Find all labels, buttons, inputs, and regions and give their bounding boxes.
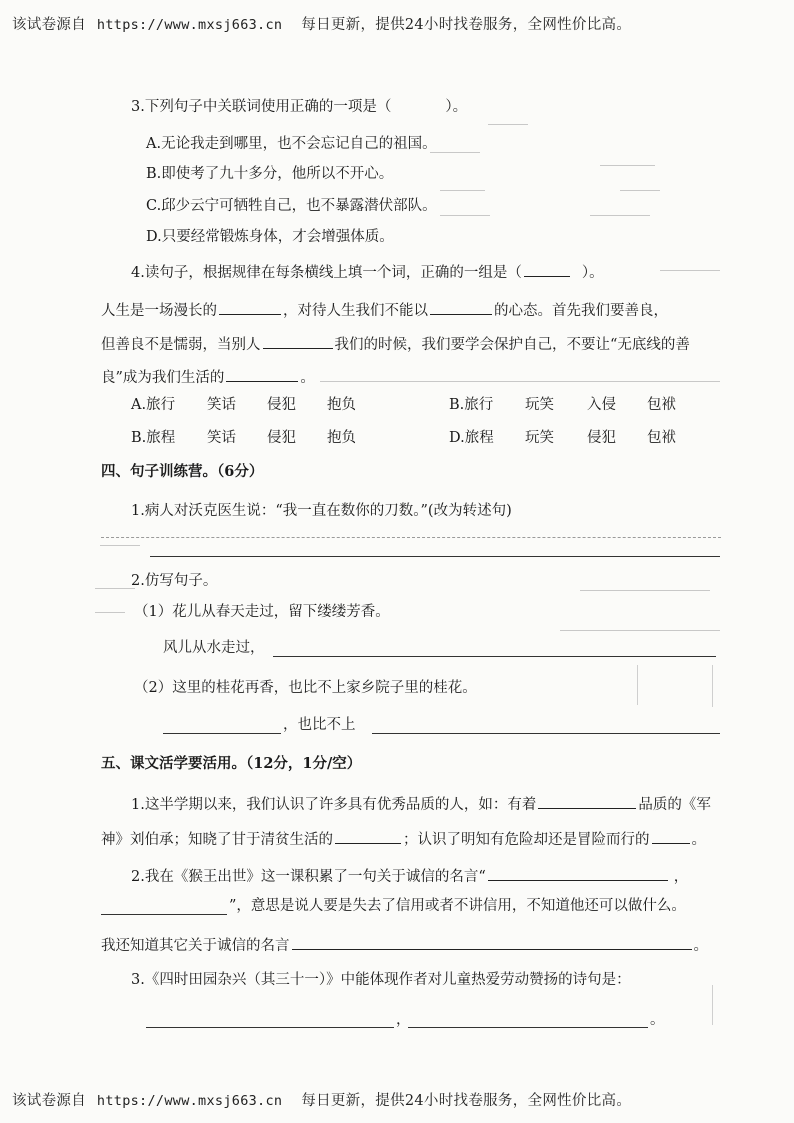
q4-passage-line3 xyxy=(101,367,315,386)
q4-option-word: 玩笑 xyxy=(525,430,554,446)
scan-mark xyxy=(600,165,655,166)
page-header xyxy=(12,18,631,33)
s4-q2-1-answer-line[interactable] xyxy=(273,656,716,657)
s5-q1-text: 1.这半学期以来，我们认识了许多具有优秀品质的人，如：有着 xyxy=(131,797,537,813)
scan-mark xyxy=(95,612,125,613)
q4-passage-line2 xyxy=(101,334,690,353)
q4-stem xyxy=(131,266,604,281)
scan-mark xyxy=(620,190,660,191)
q4-option-word: A.旅行 xyxy=(131,397,176,413)
q4-option-word: 侵犯 xyxy=(267,430,296,446)
q3-option-d: D.只要经常锻炼身体，才会增强体质。 xyxy=(146,229,394,245)
q4-option-word: 抱负 xyxy=(327,430,356,446)
q4-blank-2[interactable] xyxy=(430,300,492,315)
s4-q1-guide-line xyxy=(101,537,721,538)
s5-q3-answer-line-1[interactable] xyxy=(146,1027,394,1028)
s4-q1: 1.病人对沃克医生说：“我一直在数你的刀数。”(改为转述句) xyxy=(131,503,512,519)
s5-q1-blank-3[interactable] xyxy=(652,829,690,844)
s5-q1-text: 品质的《军 xyxy=(638,797,711,813)
s5-q1-line1 xyxy=(131,794,711,813)
s4-q2-2-answer-line-b[interactable] xyxy=(372,733,720,734)
scan-mark xyxy=(712,665,713,707)
q4-option-word: 玩笑 xyxy=(525,397,554,413)
s5-q2-text: 2.我在《猴王出世》这一课积累了一句关于诚信的名言“ xyxy=(131,869,486,885)
scan-mark xyxy=(488,124,528,125)
s4-q2-2-fill: ，也比不上 xyxy=(283,717,356,733)
s5-q1-text: 神》刘伯承；知晓了甘于清贫生活的 xyxy=(101,832,333,848)
header-url[interactable]: https://www.mxsj663.cn xyxy=(96,17,283,33)
s5-q1-blank-1[interactable] xyxy=(538,794,636,809)
q4-blank-4[interactable] xyxy=(226,367,298,382)
q4-passage-text: ，对待人生我们不能以 xyxy=(283,303,428,319)
scan-mark xyxy=(560,630,720,631)
q4-option-word: 抱负 xyxy=(327,397,356,413)
q4-option-word: B.旅程 xyxy=(131,430,176,446)
q4-option-word: 侵犯 xyxy=(587,430,616,446)
q4-passage-text: 人生是一场漫长的 xyxy=(101,303,217,319)
scan-mark xyxy=(440,215,490,216)
scan-mark xyxy=(100,545,140,546)
s5-q2-blank-2[interactable] xyxy=(101,914,227,915)
q4-option-word: 侵犯 xyxy=(267,397,296,413)
s5-q2-line1 xyxy=(131,866,688,885)
header-source-label: 该试卷源自 xyxy=(12,17,86,33)
q4-blank-1[interactable] xyxy=(219,300,281,315)
q3-option-c: C.邱少云宁可牺牲自己，也不暴露潜伏部队。 xyxy=(146,198,437,214)
scan-mark xyxy=(580,590,710,591)
scan-mark xyxy=(712,985,713,1025)
q4-stem-text: 4.读句子，根据规律在每条横线上填一个词，正确的一组是（ xyxy=(131,265,522,281)
q4-option-word: B.旅行 xyxy=(449,397,494,413)
s5-q2-line2: ”，意思是说人要是失去了信用或者不讲信用，不知道他还可以做什么。 xyxy=(229,898,686,914)
s5-q2-text: 我还知道其它关于诚信的名言 xyxy=(101,938,290,954)
s5-q3-separator: ， xyxy=(396,1012,411,1028)
q4-option-word: 入侵 xyxy=(587,397,616,413)
s4-q2-1: （1）花儿从春天走过，留下缕缕芳香。 xyxy=(134,604,390,620)
q4-option-word: 笑话 xyxy=(207,430,236,446)
q4-passage-line1 xyxy=(101,300,668,319)
q4-passage-text: 良”成为我们生活的 xyxy=(101,370,225,386)
s5-q2-blank-3[interactable] xyxy=(292,935,692,950)
q3-stem xyxy=(131,100,467,115)
s5-q1-text: 。 xyxy=(691,832,706,848)
footer-slogan: 每日更新，提供24小时找卷服务，全网性价比高。 xyxy=(301,1093,632,1109)
footer-url[interactable]: https://www.mxsj663.cn xyxy=(96,1093,283,1109)
s4-q1-answer-line[interactable] xyxy=(150,556,720,557)
s4-q2-2-answer-line-a[interactable] xyxy=(163,733,281,734)
q4-option-word: 包袱 xyxy=(647,397,676,413)
scan-mark xyxy=(430,152,480,153)
q4-passage-text: 。 xyxy=(300,370,315,386)
s5-q3-answer-line-2[interactable] xyxy=(408,1027,648,1028)
q4-option-word: D.旅程 xyxy=(449,430,494,446)
s5-q1-text: ；认识了明知有危险却还是冒险而行的 xyxy=(403,832,650,848)
q3-option-a: A.无论我走到哪里，也不会忘记自己的祖国。 xyxy=(146,136,437,152)
q4-passage-text: 但善良不是懦弱，当别人 xyxy=(101,337,261,353)
scan-mark xyxy=(590,215,650,216)
q4-passage-text: 的心态。首先我们要善良， xyxy=(494,303,668,319)
q4-answer-blank[interactable] xyxy=(524,268,570,277)
s5-q2-blank-1[interactable] xyxy=(488,866,668,881)
s4-q2-1-fill: 风儿从水走过， xyxy=(163,640,265,656)
scan-mark xyxy=(320,381,720,382)
q4-stem-end: ）。 xyxy=(581,265,604,281)
scan-mark xyxy=(95,588,135,589)
scan-mark xyxy=(637,665,638,705)
s5-q3: 3.《四时田园杂兴（其三十一）》中能体现作者对儿童热爱劳动赞扬的诗句是： xyxy=(131,972,631,988)
s5-q1-line2 xyxy=(101,829,706,848)
scan-mark xyxy=(440,190,485,191)
footer-source-label: 该试卷源自 xyxy=(12,1093,86,1109)
section4-title: 四、句子训练营。（6分） xyxy=(101,463,264,480)
header-slogan: 每日更新，提供24小时找卷服务，全网性价比高。 xyxy=(301,17,632,33)
page-footer xyxy=(12,1094,631,1109)
q4-option-word: 笑话 xyxy=(207,397,236,413)
q4-option-word: 包袱 xyxy=(647,430,676,446)
section5-title: 五、课文活学要活用。（12分，1分/空） xyxy=(101,755,362,772)
q4-passage-text: 我们的时候，我们要学会保护自己，不要让“无底线的善 xyxy=(334,337,690,353)
s5-q2-text: ， xyxy=(673,869,689,885)
q4-blank-3[interactable] xyxy=(263,334,333,349)
q3-option-b: B.即使考了九十多分，他所以不开心。 xyxy=(146,166,394,182)
q3-stem-text: 3.下列句子中关联词使用正确的一项是（ xyxy=(131,99,392,115)
s4-q2-2: （2）这里的桂花再香，也比不上家乡院子里的桂花。 xyxy=(134,680,477,696)
s5-q2-line3 xyxy=(101,935,708,954)
s5-q2-text: 。 xyxy=(693,938,708,954)
s5-q3-end: 。 xyxy=(650,1012,665,1028)
s5-q1-blank-2[interactable] xyxy=(335,829,401,844)
s4-q2: 2.仿写句子。 xyxy=(131,573,218,589)
scan-mark xyxy=(660,270,720,271)
q3-stem-end: ）。 xyxy=(445,99,468,115)
